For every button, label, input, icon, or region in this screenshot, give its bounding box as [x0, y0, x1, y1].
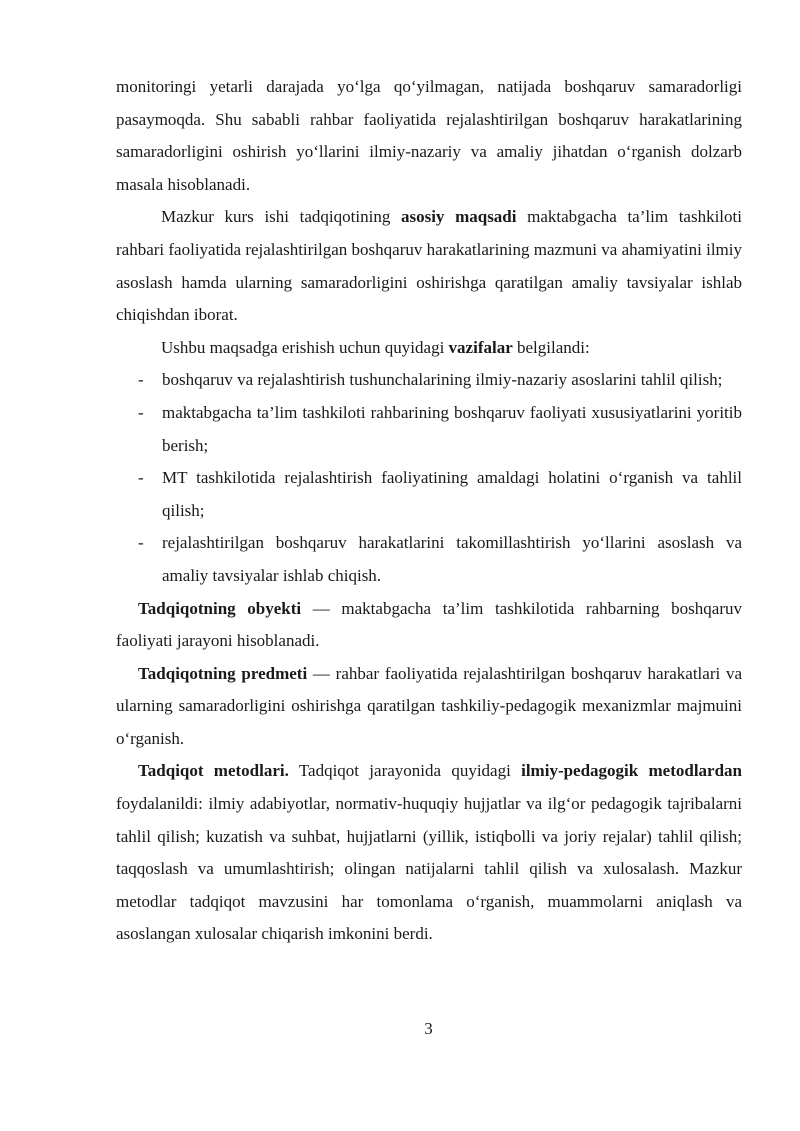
bold-term-object: Tadqiqotning obyekti — [138, 598, 302, 618]
text-run: belgilandi: — [512, 337, 590, 357]
list-dash: - — [138, 402, 144, 422]
bold-term-scientific-methods: ilmiy-pedagogik metodlardan — [521, 761, 743, 781]
paragraph-intro-continuation: monitoringi yetarli darajada yo‘lga qo‘yilmagan, natijada boshqaruv samaradorligi pasaymoqda. Shu sababli rahbar faoliyatida rejalashtirilgan boshqaruv harakatlarining samaradorligini oshirish yo‘llarini ilmiy-nazariy va amaliy jihatdan o‘rganish dolzarb masala hisoblanadi. — [116, 77, 742, 194]
list-dash: - — [138, 370, 144, 390]
text-run: maktabgacha ta’lim tashkiloti rahbari faoliyatida rejalashtirilgan boshqaruv harakatlarining mazmuni va ahamiyatini ilmiy asoslash hamda ularning samaradorligini oshirishga qaratilgan amaliy tavsiyalar ishlab chiqishdan iborat. — [116, 207, 742, 325]
list-item-text: maktabgacha ta’lim tashkiloti rahbarining boshqaruv faoliyati xususiyatlarini yoritib berish; — [162, 402, 742, 455]
list-item — [116, 462, 742, 527]
list-item-text: rejalashtirilgan boshqaruv harakatlarini takomillashtirish yo‘llarini asoslash va amaliy tavsiyalar ishlab chiqish. — [162, 533, 742, 585]
list-item-text: MT tashkilotida rejalashtirish faoliyatining amaldagi holatini o‘rganish va tahlil qilish; — [162, 468, 742, 520]
text-run: Ushbu maqsadga erishish uchun quyidagi — [161, 337, 449, 357]
list-item — [116, 397, 742, 462]
bold-term-main-goal: asosiy maqsadi — [400, 207, 517, 227]
tasks-list — [116, 364, 742, 592]
list-item — [116, 527, 742, 592]
paragraph-research-object — [116, 593, 742, 658]
bold-term-subject: Tadqiqotning predmeti — [138, 663, 308, 683]
list-item — [116, 364, 742, 397]
bold-term-tasks: vazifalar — [448, 337, 513, 357]
text-run: — rahbar faoliyatida rejalashtirilgan boshqaruv harakatlari va ularning samaradorligini oshirishga qaratilgan tashkiliy-pedagogik mexanizmlar majmuini o‘rganish. — [116, 663, 742, 748]
text-run: Mazkur kurs ishi tadqiqotining — [161, 207, 401, 227]
text-run: — maktabgacha ta’lim tashkilotida rahbarning boshqaruv faoliyati jarayoni hisoblanadi. — [116, 598, 742, 651]
paragraph-main-goal — [116, 201, 742, 331]
page-number: 3 — [424, 1019, 433, 1038]
bold-term-methods: Tadqiqot metodlari. — [138, 761, 289, 781]
paragraph-tasks-intro — [116, 332, 742, 365]
page-body — [116, 71, 742, 951]
text-run: foydalanildi: ilmiy adabiyotlar, normativ-huquqiy hujjatlar va ilg‘or pedagogik tajribalarni tahlil qilish; kuzatish va suhbat, hujjatlarni (yillik, istiqbolli va joriy rejalar) tahlil qilish; taqqoslash va umumlashtirish; olingan natijalarni tahlil qilish va xulosalash. Mazkur metodlar tadqiqot mavzusini har tomonlama o‘rganish, muammolarni aniqlash va asoslangan xulosalar chiqarish imkonini berdi. — [116, 794, 742, 944]
paragraph-research-methods — [116, 755, 742, 951]
list-dash: - — [138, 468, 144, 488]
paragraph-research-subject — [116, 658, 742, 756]
list-item-text: boshqaruv va rejalashtirish tushunchalarining ilmiy-nazariy asoslarini tahlil qilish; — [162, 370, 723, 390]
text-run: Tadqiqot jarayonida quyidagi — [288, 761, 522, 781]
list-dash: - — [138, 533, 144, 553]
